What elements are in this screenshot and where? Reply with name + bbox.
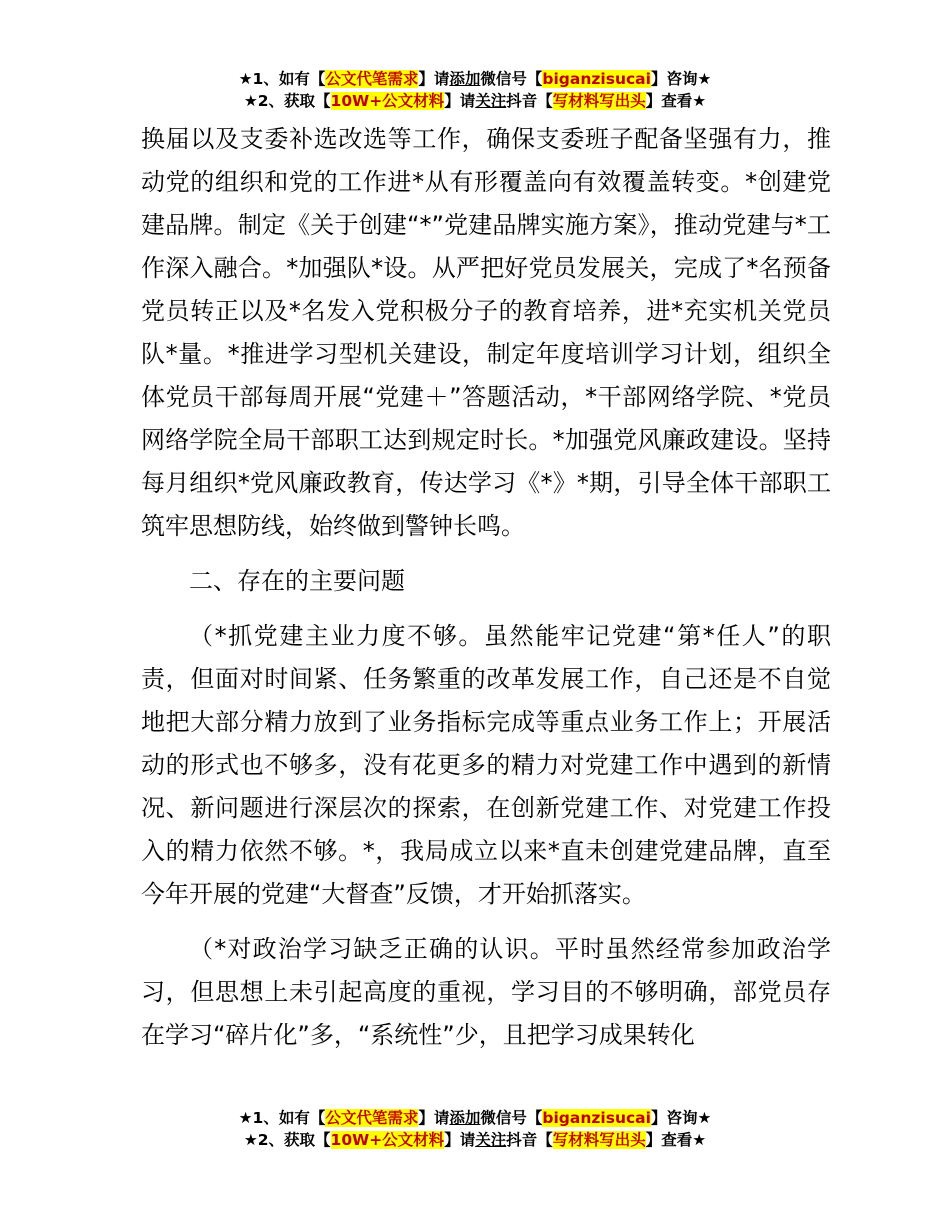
banner-text: 抖音【 [506, 1131, 553, 1149]
banner-highlight: 公文代笔需求 [325, 70, 419, 88]
footer-banner-line-2 [0, 1129, 950, 1151]
banner-text: 】咨询★ [650, 70, 712, 88]
banner-text: 】查看★ [645, 1131, 707, 1149]
banner-text: 抖音【 [506, 92, 553, 110]
document-body [141, 118, 831, 1057]
paragraph-problem-2: （*对政治学习缺乏正确的认识。平时虽然经常参加政治学习，但思想上未引起高度的重视，学习目的不够明确，部党员存在学习“碎片化”多，“系统性”少，且把学习成果转化 [141, 935, 831, 1049]
banner-text: 】请 [444, 92, 476, 110]
banner-highlight: 10W+公文材料 [330, 1131, 445, 1149]
banner-text: 】请 [418, 1109, 450, 1127]
banner-text: ★1、如有【 [238, 70, 326, 88]
banner-douyin-id: 写材料写出头 [552, 1131, 646, 1149]
footer-banner [0, 1107, 950, 1151]
header-banner [0, 68, 950, 112]
banner-underline: 关注 [475, 92, 507, 110]
banner-text: 微信号【 [480, 1109, 543, 1127]
banner-text: 】查看★ [645, 92, 707, 110]
banner-text: 】请 [444, 1131, 476, 1149]
banner-wechat-id: biganzisucai [542, 1109, 651, 1127]
paragraph-continued: 换届以及支委补选改选等工作，确保支委班子配备坚强有力，推动党的组织和党的工作进*从有形覆盖向有效覆盖转变。*创建党建品牌。制定《关于创建“*”党建品牌实施方案》，推动党建与*工作深入融合。*加强队*设。从严把好党员发展关，完成了*名预备党员转正以及*名发入党积极分子的教育培养，进*充实机关党员队*量。*推进学习型机关建设，制定年度培训学习计划，组织全体党员干部每周开展“党建＋”答题活动，*干部网络学院、*党员网络学院全局干部职工达到规定时长。*加强党风廉政建设。坚持每月组织*党风廉政教育，传达学习《*》*期，引导全体干部职工筑牢思想防线，始终做到警钟长鸣。 [141, 125, 831, 540]
banner-douyin-id: 写材料写出头 [552, 92, 646, 110]
banner-highlight: 10W+公文材料 [330, 92, 445, 110]
header-banner-line-2 [0, 90, 950, 112]
banner-highlight: 公文代笔需求 [325, 1109, 419, 1127]
banner-underline: 添加 [449, 1109, 481, 1127]
paragraph-problem-1: （*抓党建主业力度不够。虽然能牢记党建“第*任人”的职责，但面对时间紧、任务繁重的改革发展工作，自己还是不自觉地把大部分精力放到了业务指标完成等重点业务工作上；开展活动的形式也不够多，没有花更多的精力对党建工作中遇到的新情况、新问题进行深层次的探索，在创新党建工作、对党建工作投入的精力依然不够。*，我局成立以来*直未创建党建品牌，直至今年开展的党建“大督查”反馈，才开始抓落实。 [141, 622, 831, 908]
banner-wechat-id: biganzisucai [542, 70, 651, 88]
banner-text: ★1、如有【 [238, 1109, 326, 1127]
banner-underline: 关注 [475, 1131, 507, 1149]
section-heading: 二、存在的主要问题 [189, 567, 405, 595]
banner-text: ★2、获取【 [243, 92, 331, 110]
banner-text: 】请 [418, 70, 450, 88]
banner-text: ★2、获取【 [243, 1131, 331, 1149]
banner-text: 】咨询★ [650, 1109, 712, 1127]
banner-text: 微信号【 [480, 70, 543, 88]
footer-banner-line-1 [0, 1107, 950, 1129]
header-banner-line-1 [0, 68, 950, 90]
banner-underline: 添加 [449, 70, 481, 88]
